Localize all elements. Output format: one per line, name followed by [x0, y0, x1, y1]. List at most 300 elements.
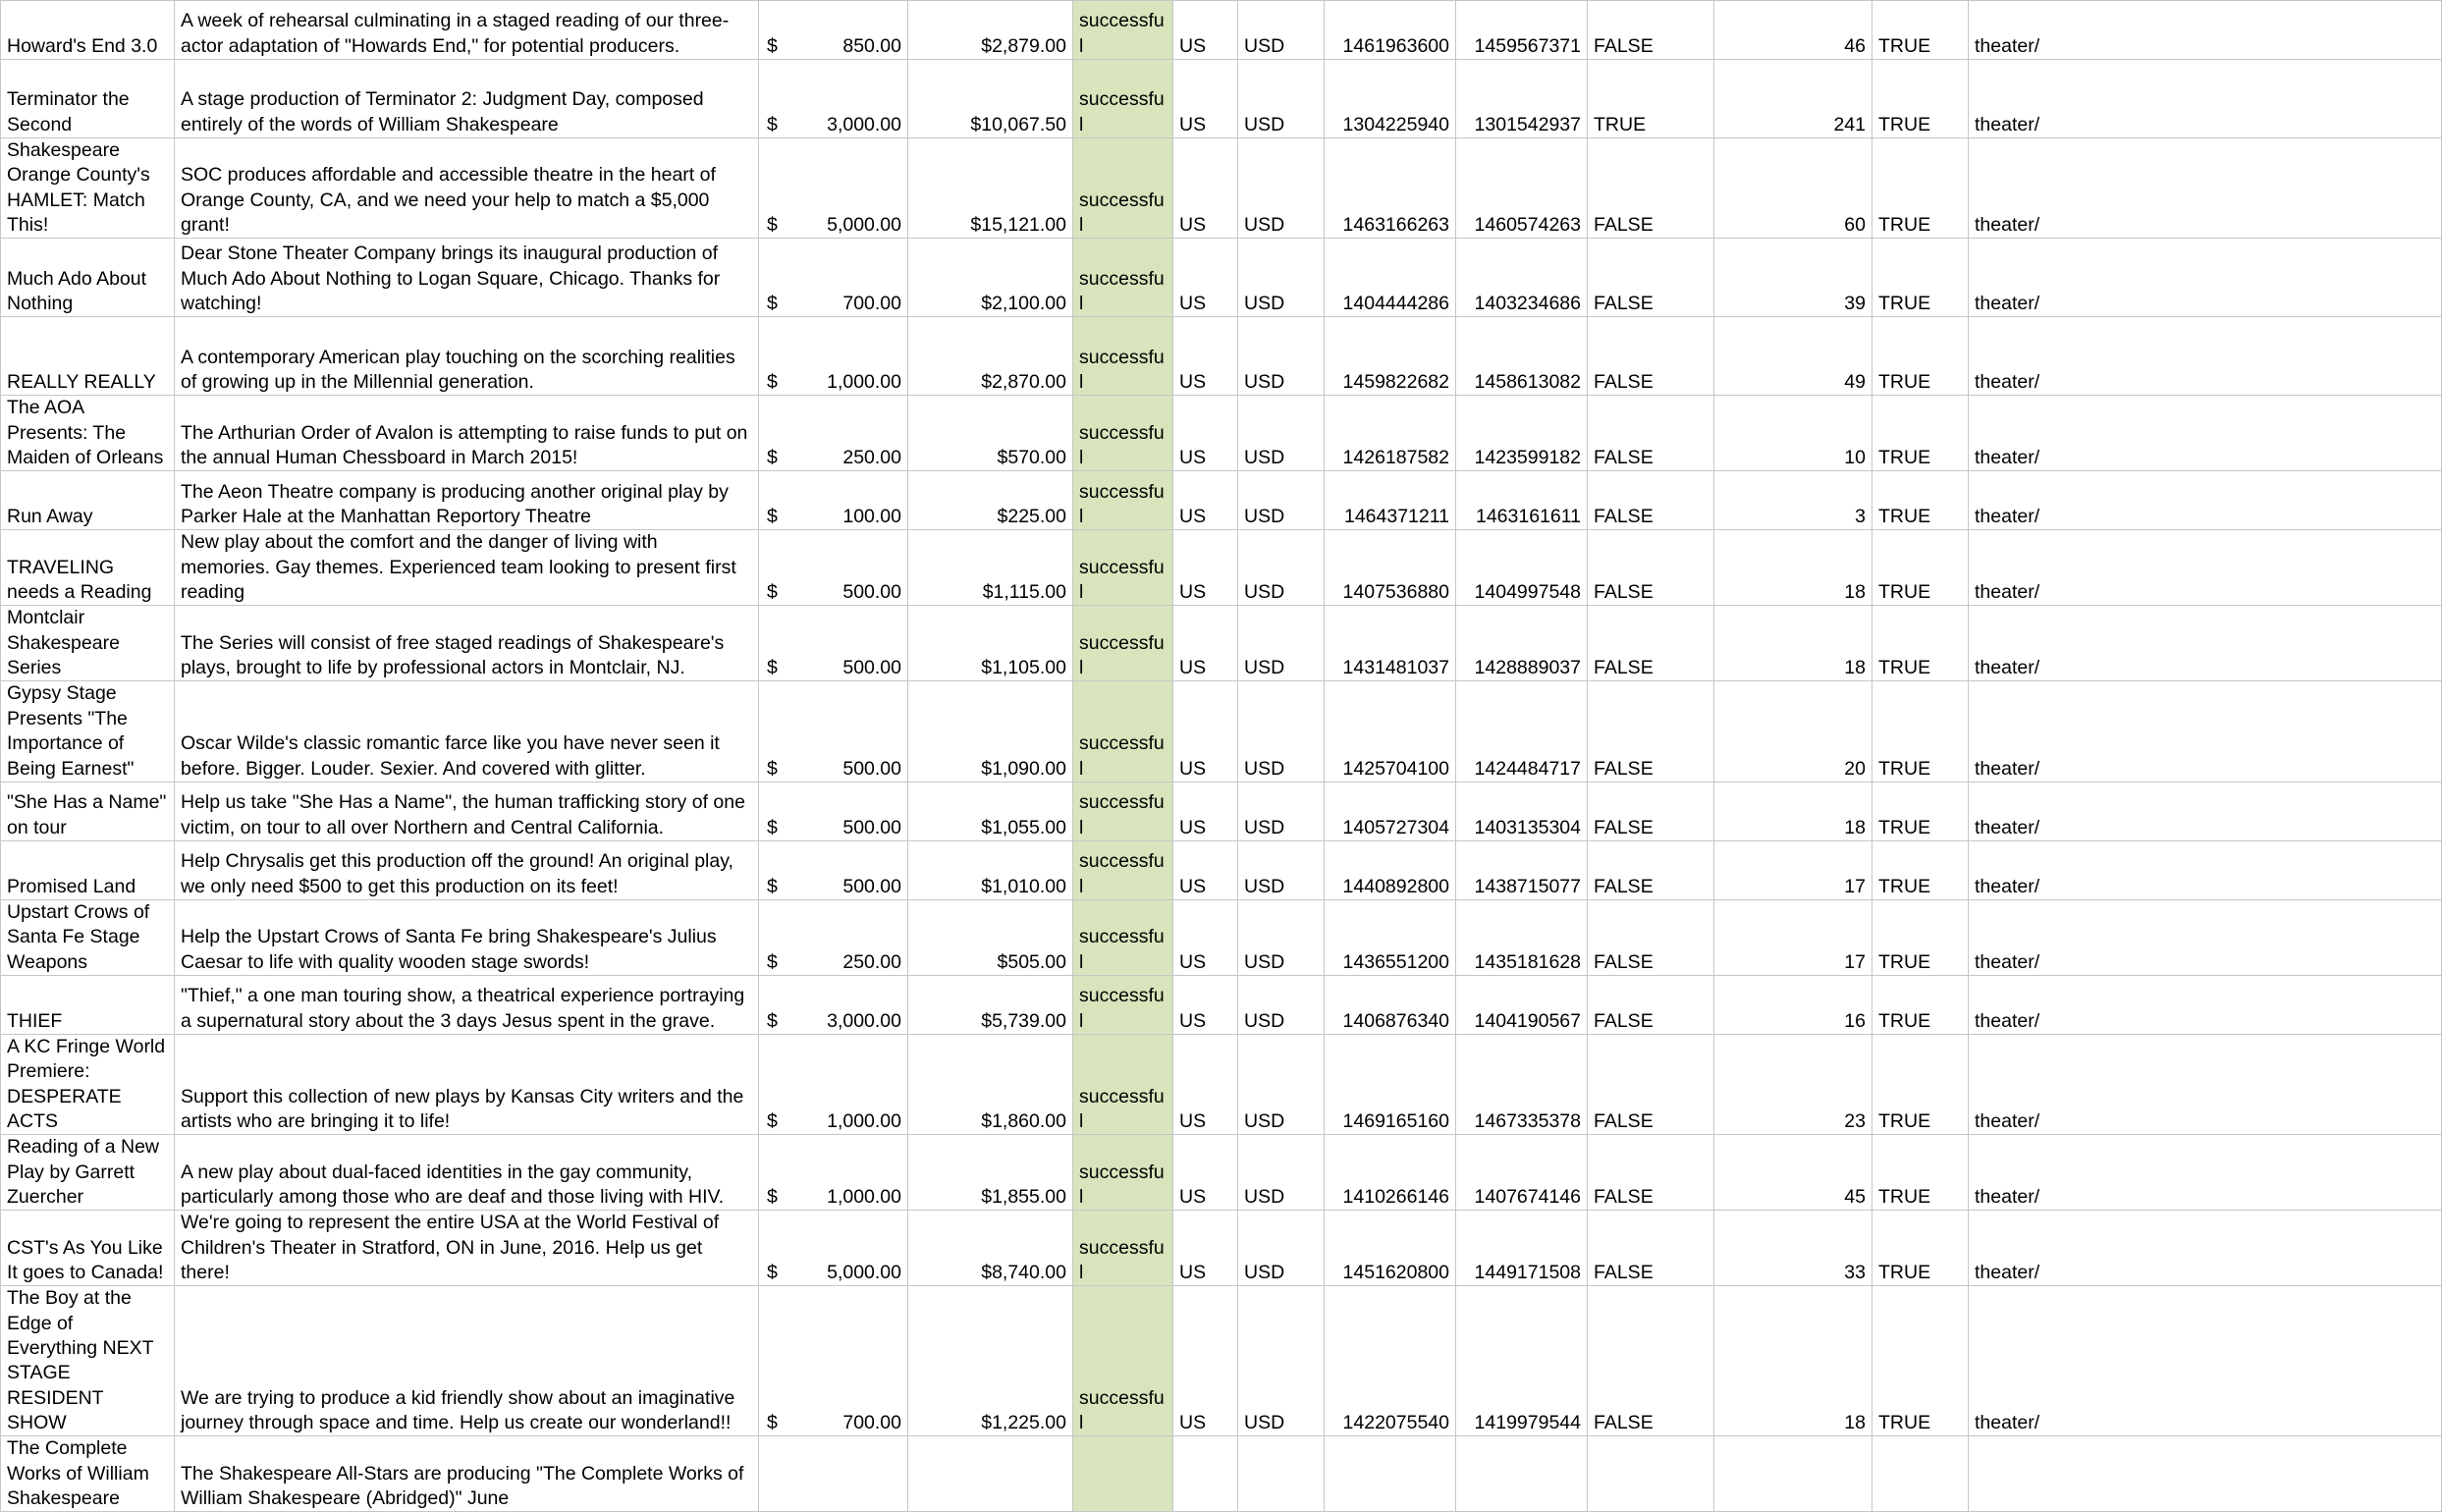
cell-desc[interactable]: The Aeon Theatre company is producing another original play by Parker Hale at the Manhattan Reportory Theatre — [175, 471, 759, 530]
spreadsheet-rows — [1, 1, 2442, 1512]
table-row[interactable] — [1, 471, 2442, 530]
cell-state[interactable]: successful — [1073, 138, 1173, 239]
goal-amount: 250.00 — [842, 447, 901, 469]
cell-goal[interactable] — [759, 782, 908, 840]
cell-goal[interactable] — [759, 239, 908, 317]
cell-launched[interactable]: 1438715077 — [1456, 840, 1588, 899]
cell-category[interactable]: theater/ — [1969, 899, 2442, 975]
cell-spotlight[interactable]: TRUE — [1872, 1211, 1969, 1286]
cell-state[interactable]: successful — [1073, 1034, 1173, 1134]
table-row[interactable] — [1, 1286, 2442, 1436]
cell-desc[interactable]: Help us take "She Has a Name", the human trafficking story of one victim, on tour to all over Northern and Central California. — [175, 782, 759, 840]
cell-category[interactable] — [1969, 1436, 2442, 1512]
cell-currency[interactable]: USD — [1238, 239, 1325, 317]
goal-amount: 700.00 — [842, 1412, 901, 1434]
cell-currency[interactable]: USD — [1238, 782, 1325, 840]
cell-spotlight[interactable] — [1872, 1436, 1969, 1512]
cell-state[interactable]: successful — [1073, 1, 1173, 60]
goal-amount: 1,000.00 — [827, 1185, 901, 1208]
cell-desc[interactable]: A stage production of Terminator 2: Judgment Day, composed entirely of the words of William Shakespeare — [175, 60, 759, 138]
table-row[interactable] — [1, 1034, 2442, 1134]
cell-currency[interactable]: USD — [1238, 1211, 1325, 1286]
cell-currency[interactable]: USD — [1238, 530, 1325, 606]
cell-desc[interactable]: "Thief," a one man touring show, a theatrical experience portraying a supernatural story about the 3 days Jesus spent in the grave. — [175, 975, 759, 1034]
cell-staffpick[interactable]: FALSE — [1588, 840, 1714, 899]
currency-symbol: $ — [767, 657, 778, 679]
table-row[interactable] — [1, 1135, 2442, 1211]
cell-country[interactable]: US — [1173, 1211, 1238, 1286]
cell-pledged[interactable] — [908, 1436, 1073, 1512]
cell-pledged[interactable]: $8,740.00 — [908, 1211, 1073, 1286]
currency-symbol: $ — [767, 113, 778, 135]
goal-amount: 850.00 — [842, 34, 901, 57]
table-row[interactable] — [1, 606, 2442, 681]
cell-state[interactable]: successful — [1073, 1286, 1173, 1436]
cell-spotlight[interactable]: TRUE — [1872, 317, 1969, 396]
cell-name[interactable]: Howard's End 3.0 — [1, 1, 175, 60]
cell-name[interactable]: Gypsy Stage Presents "The Importance of Being Earnest" — [1, 681, 175, 782]
cell-staffpick[interactable]: FALSE — [1588, 317, 1714, 396]
cell-goal[interactable] — [759, 840, 908, 899]
cell-category[interactable]: theater/ — [1969, 1286, 2442, 1436]
cell-category[interactable]: theater/ — [1969, 606, 2442, 681]
cell-spotlight[interactable]: TRUE — [1872, 782, 1969, 840]
cell-staffpick[interactable]: FALSE — [1588, 782, 1714, 840]
cell-country[interactable]: US — [1173, 1, 1238, 60]
cell-state[interactable] — [1073, 1436, 1173, 1512]
cell-staffpick[interactable]: FALSE — [1588, 138, 1714, 239]
currency-symbol: $ — [767, 950, 778, 973]
currency-symbol: $ — [767, 447, 778, 469]
cell-launched[interactable]: 1463161611 — [1456, 471, 1588, 530]
currency-symbol: $ — [767, 581, 778, 604]
goal-amount: 500.00 — [842, 581, 901, 604]
table-row[interactable] — [1, 317, 2442, 396]
cell-goal[interactable] — [759, 60, 908, 138]
cell-backers[interactable]: 3 — [1714, 471, 1872, 530]
cell-pledged[interactable]: $225.00 — [908, 471, 1073, 530]
cell-backers[interactable]: 39 — [1714, 239, 1872, 317]
cell-currency[interactable]: USD — [1238, 840, 1325, 899]
cell-currency[interactable]: USD — [1238, 1286, 1325, 1436]
cell-pledged[interactable]: $570.00 — [908, 396, 1073, 471]
cell-backers[interactable]: 17 — [1714, 899, 1872, 975]
currency-symbol: $ — [767, 875, 778, 897]
cell-launched[interactable]: 1458613082 — [1456, 317, 1588, 396]
cell-name[interactable]: Run Away — [1, 471, 175, 530]
cell-currency[interactable]: USD — [1238, 138, 1325, 239]
cell-currency[interactable]: USD — [1238, 60, 1325, 138]
cell-goal[interactable] — [759, 471, 908, 530]
cell-name[interactable]: REALLY REALLY — [1, 317, 175, 396]
cell-launched[interactable]: 1449171508 — [1456, 1211, 1588, 1286]
cell-currency[interactable]: USD — [1238, 471, 1325, 530]
cell-name[interactable]: Terminator the Second — [1, 60, 175, 138]
cell-backers[interactable]: 49 — [1714, 317, 1872, 396]
cell-backers[interactable]: 60 — [1714, 138, 1872, 239]
cell-spotlight[interactable]: TRUE — [1872, 138, 1969, 239]
cell-country[interactable]: US — [1173, 1034, 1238, 1134]
cell-goal[interactable] — [759, 317, 908, 396]
cell-staffpick[interactable]: FALSE — [1588, 1, 1714, 60]
table-row[interactable] — [1, 840, 2442, 899]
cell-staffpick[interactable]: TRUE — [1588, 60, 1714, 138]
cell-launched[interactable]: 1428889037 — [1456, 606, 1588, 681]
cell-spotlight[interactable]: TRUE — [1872, 899, 1969, 975]
cell-category[interactable]: theater/ — [1969, 681, 2442, 782]
cell-desc[interactable]: New play about the comfort and the danger of living with memories. Gay themes. Experienced team looking to present first reading — [175, 530, 759, 606]
cell-name[interactable]: Shakespeare Orange County's HAMLET: Match This! — [1, 138, 175, 239]
cell-currency[interactable]: USD — [1238, 1135, 1325, 1211]
cell-goal[interactable] — [759, 138, 908, 239]
cell-spotlight[interactable]: TRUE — [1872, 530, 1969, 606]
table-row[interactable] — [1, 396, 2442, 471]
cell-deadline[interactable]: 1463166263 — [1325, 138, 1456, 239]
cell-pledged[interactable]: $1,115.00 — [908, 530, 1073, 606]
cell-name[interactable]: Reading of a New Play by Garrett Zuercher — [1, 1135, 175, 1211]
cell-launched[interactable] — [1456, 1436, 1588, 1512]
cell-category[interactable]: theater/ — [1969, 396, 2442, 471]
cell-category[interactable]: theater/ — [1969, 1034, 2442, 1134]
currency-symbol: $ — [767, 506, 778, 528]
cell-name[interactable]: The Boy at the Edge of Everything NEXT STAGE RESIDENT SHOW — [1, 1286, 175, 1436]
cell-spotlight[interactable]: TRUE — [1872, 975, 1969, 1034]
cell-state[interactable]: successful — [1073, 471, 1173, 530]
cell-name[interactable]: A KC Fringe World Premiere: DESPERATE ACTS — [1, 1034, 175, 1134]
table-row[interactable] — [1, 530, 2442, 606]
cell-launched[interactable]: 1424484717 — [1456, 681, 1588, 782]
cell-country[interactable]: US — [1173, 782, 1238, 840]
cell-staffpick[interactable]: FALSE — [1588, 681, 1714, 782]
cell-backers[interactable]: 17 — [1714, 840, 1872, 899]
cell-backers[interactable]: 18 — [1714, 530, 1872, 606]
cell-deadline[interactable]: 1464371211 — [1325, 471, 1456, 530]
cell-state[interactable]: successful — [1073, 317, 1173, 396]
cell-state[interactable]: successful — [1073, 840, 1173, 899]
cell-name[interactable]: Upstart Crows of Santa Fe Stage Weapons — [1, 899, 175, 975]
cell-name[interactable]: Montclair Shakespeare Series — [1, 606, 175, 681]
cell-category[interactable]: theater/ — [1969, 840, 2442, 899]
cell-category[interactable]: theater/ — [1969, 975, 2442, 1034]
cell-spotlight[interactable]: TRUE — [1872, 239, 1969, 317]
cell-launched[interactable]: 1435181628 — [1456, 899, 1588, 975]
cell-currency[interactable]: USD — [1238, 681, 1325, 782]
cell-country[interactable]: US — [1173, 530, 1238, 606]
cell-category[interactable]: theater/ — [1969, 317, 2442, 396]
cell-staffpick[interactable]: FALSE — [1588, 899, 1714, 975]
cell-state[interactable]: successful — [1073, 239, 1173, 317]
cell-category[interactable]: theater/ — [1969, 138, 2442, 239]
cell-deadline[interactable]: 1304225940 — [1325, 60, 1456, 138]
cell-backers[interactable]: 45 — [1714, 1135, 1872, 1211]
cell-spotlight[interactable]: TRUE — [1872, 681, 1969, 782]
cell-staffpick[interactable]: FALSE — [1588, 471, 1714, 530]
cell-backers[interactable]: 20 — [1714, 681, 1872, 782]
cell-staffpick[interactable]: FALSE — [1588, 1286, 1714, 1436]
currency-symbol: $ — [767, 1185, 778, 1208]
cell-pledged[interactable]: $505.00 — [908, 899, 1073, 975]
cell-currency[interactable]: USD — [1238, 317, 1325, 396]
goal-amount: 500.00 — [842, 875, 901, 897]
cell-state[interactable]: successful — [1073, 782, 1173, 840]
cell-backers[interactable]: 18 — [1714, 782, 1872, 840]
cell-name[interactable]: The Complete Works of William Shakespeare — [1, 1436, 175, 1512]
cell-desc[interactable]: A new play about dual-faced identities in the gay community, particularly among those who are deaf and those living with HIV. — [175, 1135, 759, 1211]
cell-backers[interactable]: 16 — [1714, 975, 1872, 1034]
currency-symbol: $ — [767, 34, 778, 57]
currency-symbol: $ — [767, 1109, 778, 1132]
cell-name[interactable]: TRAVELING needs a Reading — [1, 530, 175, 606]
cell-country[interactable]: US — [1173, 60, 1238, 138]
cell-currency[interactable]: USD — [1238, 899, 1325, 975]
cell-pledged[interactable]: $1,105.00 — [908, 606, 1073, 681]
table-row[interactable] — [1, 1, 2442, 60]
cell-desc[interactable]: A contemporary American play touching on the scorching realities of growing up in the Millennial generation. — [175, 317, 759, 396]
cell-staffpick[interactable]: FALSE — [1588, 1135, 1714, 1211]
table-row[interactable] — [1, 1211, 2442, 1286]
currency-symbol: $ — [767, 371, 778, 394]
cell-launched[interactable]: 1403135304 — [1456, 782, 1588, 840]
cell-goal[interactable] — [759, 606, 908, 681]
cell-desc[interactable]: SOC produces affordable and accessible theatre in the heart of Orange County, CA, and we need your help to match a $5,000 grant! — [175, 138, 759, 239]
cell-name[interactable]: Promised Land — [1, 840, 175, 899]
cell-spotlight[interactable]: TRUE — [1872, 840, 1969, 899]
cell-launched[interactable]: 1423599182 — [1456, 396, 1588, 471]
cell-category[interactable]: theater/ — [1969, 1211, 2442, 1286]
goal-amount: 1,000.00 — [827, 371, 901, 394]
cell-state[interactable]: successful — [1073, 396, 1173, 471]
cell-staffpick[interactable]: FALSE — [1588, 606, 1714, 681]
cell-desc[interactable]: The Series will consist of free staged readings of Shakespeare's plays, brought to life by professional actors in Montclair, NJ. — [175, 606, 759, 681]
cell-country[interactable]: US — [1173, 1135, 1238, 1211]
cell-pledged[interactable]: $15,121.00 — [908, 138, 1073, 239]
cell-country[interactable]: US — [1173, 681, 1238, 782]
goal-amount: 1,000.00 — [827, 1109, 901, 1132]
cell-country[interactable]: US — [1173, 606, 1238, 681]
cell-pledged[interactable]: $2,870.00 — [908, 317, 1073, 396]
cell-deadline[interactable]: 1461963600 — [1325, 1, 1456, 60]
cell-staffpick[interactable]: FALSE — [1588, 396, 1714, 471]
currency-symbol: $ — [767, 816, 778, 838]
cell-deadline[interactable]: 1440892800 — [1325, 840, 1456, 899]
cell-state[interactable]: successful — [1073, 606, 1173, 681]
currency-symbol: $ — [767, 1009, 778, 1032]
cell-desc[interactable]: A week of rehearsal culminating in a staged reading of our three-actor adaptation of "Howards End," for potential producers. — [175, 1, 759, 60]
cell-deadline[interactable]: 1405727304 — [1325, 782, 1456, 840]
cell-pledged[interactable]: $1,010.00 — [908, 840, 1073, 899]
cell-spotlight[interactable]: TRUE — [1872, 471, 1969, 530]
cell-pledged[interactable]: $1,225.00 — [908, 1286, 1073, 1436]
cell-pledged[interactable]: $2,100.00 — [908, 239, 1073, 317]
cell-country[interactable] — [1173, 1436, 1238, 1512]
cell-desc[interactable]: Help Chrysalis get this production off the ground! An original play, we only need $500 to get this production on its feet! — [175, 840, 759, 899]
cell-deadline[interactable]: 1459822682 — [1325, 317, 1456, 396]
table-row[interactable] — [1, 681, 2442, 782]
cell-goal[interactable] — [759, 1034, 908, 1134]
cell-state[interactable]: successful — [1073, 899, 1173, 975]
goal-amount: 500.00 — [842, 816, 901, 838]
cell-currency[interactable]: USD — [1238, 975, 1325, 1034]
cell-launched[interactable]: 1301542937 — [1456, 60, 1588, 138]
cell-deadline[interactable]: 1406876340 — [1325, 975, 1456, 1034]
table-row[interactable] — [1, 239, 2442, 317]
cell-state[interactable]: successful — [1073, 681, 1173, 782]
cell-launched[interactable]: 1459567371 — [1456, 1, 1588, 60]
cell-country[interactable]: US — [1173, 1286, 1238, 1436]
cell-state[interactable]: successful — [1073, 1211, 1173, 1286]
cell-category[interactable]: theater/ — [1969, 471, 2442, 530]
currency-symbol: $ — [767, 1412, 778, 1434]
cell-country[interactable]: US — [1173, 239, 1238, 317]
goal-amount: 5,000.00 — [827, 1261, 901, 1283]
cell-desc[interactable]: Oscar Wilde's classic romantic farce like you have never seen it before. Bigger. Louder. Sexier. And covered with glitter. — [175, 681, 759, 782]
cell-country[interactable]: US — [1173, 975, 1238, 1034]
goal-amount: 3,000.00 — [827, 1009, 901, 1032]
cell-launched[interactable]: 1419979544 — [1456, 1286, 1588, 1436]
cell-category[interactable]: theater/ — [1969, 1135, 2442, 1211]
cell-staffpick[interactable]: FALSE — [1588, 1211, 1714, 1286]
table-row[interactable] — [1, 782, 2442, 840]
cell-pledged[interactable]: $5,739.00 — [908, 975, 1073, 1034]
cell-spotlight[interactable]: TRUE — [1872, 606, 1969, 681]
cell-staffpick[interactable]: FALSE — [1588, 239, 1714, 317]
cell-country[interactable]: US — [1173, 471, 1238, 530]
cell-goal[interactable] — [759, 1, 908, 60]
goal-amount: 500.00 — [842, 757, 901, 780]
cell-goal[interactable] — [759, 1135, 908, 1211]
cell-pledged[interactable]: $1,090.00 — [908, 681, 1073, 782]
cell-goal[interactable] — [759, 899, 908, 975]
currency-symbol: $ — [767, 757, 778, 780]
cell-backers[interactable] — [1714, 1436, 1872, 1512]
table-row[interactable] — [1, 60, 2442, 138]
table-row[interactable] — [1, 899, 2442, 975]
cell-deadline[interactable]: 1426187582 — [1325, 396, 1456, 471]
table-row[interactable] — [1, 138, 2442, 239]
cell-staffpick[interactable]: FALSE — [1588, 1034, 1714, 1134]
cell-currency[interactable] — [1238, 1436, 1325, 1512]
cell-pledged[interactable]: $1,855.00 — [908, 1135, 1073, 1211]
goal-amount: 100.00 — [842, 506, 901, 528]
cell-launched[interactable]: 1404997548 — [1456, 530, 1588, 606]
cell-goal[interactable] — [759, 1286, 908, 1436]
cell-staffpick[interactable]: FALSE — [1588, 530, 1714, 606]
cell-pledged[interactable]: $1,860.00 — [908, 1034, 1073, 1134]
cell-state[interactable]: successful — [1073, 530, 1173, 606]
table-row[interactable] — [1, 975, 2442, 1034]
cell-launched[interactable]: 1403234686 — [1456, 239, 1588, 317]
cell-backers[interactable]: 33 — [1714, 1211, 1872, 1286]
cell-category[interactable]: theater/ — [1969, 782, 2442, 840]
cell-backers[interactable]: 18 — [1714, 1286, 1872, 1436]
cell-pledged[interactable]: $10,067.50 — [908, 60, 1073, 138]
cell-launched[interactable]: 1407674146 — [1456, 1135, 1588, 1211]
cell-desc[interactable]: Support this collection of new plays by Kansas City writers and the artists who are bringing it to life! — [175, 1034, 759, 1134]
cell-name[interactable]: "She Has a Name" on tour — [1, 782, 175, 840]
cell-goal[interactable] — [759, 975, 908, 1034]
table-row[interactable] — [1, 1436, 2442, 1512]
cell-backers[interactable]: 241 — [1714, 60, 1872, 138]
cell-pledged[interactable]: $1,055.00 — [908, 782, 1073, 840]
cell-category[interactable]: theater/ — [1969, 1, 2442, 60]
cell-launched[interactable]: 1460574263 — [1456, 138, 1588, 239]
cell-deadline[interactable]: 1404444286 — [1325, 239, 1456, 317]
cell-goal[interactable] — [759, 530, 908, 606]
cell-country[interactable]: US — [1173, 396, 1238, 471]
cell-category[interactable]: theater/ — [1969, 60, 2442, 138]
cell-country[interactable]: US — [1173, 317, 1238, 396]
cell-desc[interactable]: We are trying to produce a kid friendly show about an imaginative journey through space and time. Help us create our wonderland!! — [175, 1286, 759, 1436]
cell-country[interactable]: US — [1173, 840, 1238, 899]
cell-deadline[interactable]: 1407536880 — [1325, 530, 1456, 606]
cell-spotlight[interactable]: TRUE — [1872, 396, 1969, 471]
cell-currency[interactable]: USD — [1238, 1, 1325, 60]
cell-country[interactable]: US — [1173, 138, 1238, 239]
cell-currency[interactable]: USD — [1238, 606, 1325, 681]
cell-state[interactable]: successful — [1073, 60, 1173, 138]
cell-desc[interactable]: Dear Stone Theater Company brings its inaugural production of Much Ado About Nothing to Logan Square, Chicago. Thanks for watching! — [175, 239, 759, 317]
cell-currency[interactable]: USD — [1238, 396, 1325, 471]
cell-name[interactable]: THIEF — [1, 975, 175, 1034]
cell-staffpick[interactable] — [1588, 1436, 1714, 1512]
cell-goal[interactable] — [759, 1211, 908, 1286]
cell-backers[interactable]: 46 — [1714, 1, 1872, 60]
cell-deadline[interactable]: 1431481037 — [1325, 606, 1456, 681]
cell-state[interactable]: successful — [1073, 1135, 1173, 1211]
goal-amount: 250.00 — [842, 950, 901, 973]
cell-deadline[interactable]: 1410266146 — [1325, 1135, 1456, 1211]
goal-amount: 5,000.00 — [827, 214, 901, 237]
cell-launched[interactable]: 1467335378 — [1456, 1034, 1588, 1134]
cell-backers[interactable]: 10 — [1714, 396, 1872, 471]
goal-amount: 3,000.00 — [827, 113, 901, 135]
cell-backers[interactable]: 18 — [1714, 606, 1872, 681]
cell-deadline[interactable] — [1325, 1436, 1456, 1512]
cell-spotlight[interactable]: TRUE — [1872, 1135, 1969, 1211]
cell-desc[interactable]: We're going to represent the entire USA at the World Festival of Children's Theater in Stratford, ON in June, 2016. Help us get there! — [175, 1211, 759, 1286]
cell-backers[interactable]: 23 — [1714, 1034, 1872, 1134]
cell-state[interactable]: successful — [1073, 975, 1173, 1034]
cell-staffpick[interactable]: FALSE — [1588, 975, 1714, 1034]
currency-symbol: $ — [767, 293, 778, 315]
cell-name[interactable]: CST's As You Like It goes to Canada! — [1, 1211, 175, 1286]
cell-deadline[interactable]: 1425704100 — [1325, 681, 1456, 782]
cell-deadline[interactable]: 1469165160 — [1325, 1034, 1456, 1134]
cell-name[interactable]: The AOA Presents: The Maiden of Orleans — [1, 396, 175, 471]
cell-spotlight[interactable]: TRUE — [1872, 1034, 1969, 1134]
cell-desc[interactable]: Help the Upstart Crows of Santa Fe bring Shakespeare's Julius Caesar to life with quality wooden stage swords! — [175, 899, 759, 975]
cell-deadline[interactable]: 1436551200 — [1325, 899, 1456, 975]
cell-desc[interactable]: The Shakespeare All-Stars are producing "The Complete Works of William Shakespeare (Abridged)" June — [175, 1436, 759, 1512]
cell-country[interactable]: US — [1173, 899, 1238, 975]
cell-launched[interactable]: 1404190567 — [1456, 975, 1588, 1034]
cell-deadline[interactable]: 1422075540 — [1325, 1286, 1456, 1436]
cell-desc[interactable]: The Arthurian Order of Avalon is attempting to raise funds to put on the annual Human Chessboard in March 2015! — [175, 396, 759, 471]
cell-deadline[interactable]: 1451620800 — [1325, 1211, 1456, 1286]
cell-goal[interactable] — [759, 396, 908, 471]
cell-spotlight[interactable]: TRUE — [1872, 1286, 1969, 1436]
cell-spotlight[interactable]: TRUE — [1872, 1, 1969, 60]
cell-goal[interactable] — [759, 681, 908, 782]
cell-goal[interactable] — [759, 1436, 908, 1512]
cell-category[interactable]: theater/ — [1969, 239, 2442, 317]
cell-currency[interactable]: USD — [1238, 1034, 1325, 1134]
cell-pledged[interactable]: $2,879.00 — [908, 1, 1073, 60]
goal-amount: 500.00 — [842, 657, 901, 679]
cell-spotlight[interactable]: TRUE — [1872, 60, 1969, 138]
cell-name[interactable]: Much Ado About Nothing — [1, 239, 175, 317]
cell-category[interactable]: theater/ — [1969, 530, 2442, 606]
